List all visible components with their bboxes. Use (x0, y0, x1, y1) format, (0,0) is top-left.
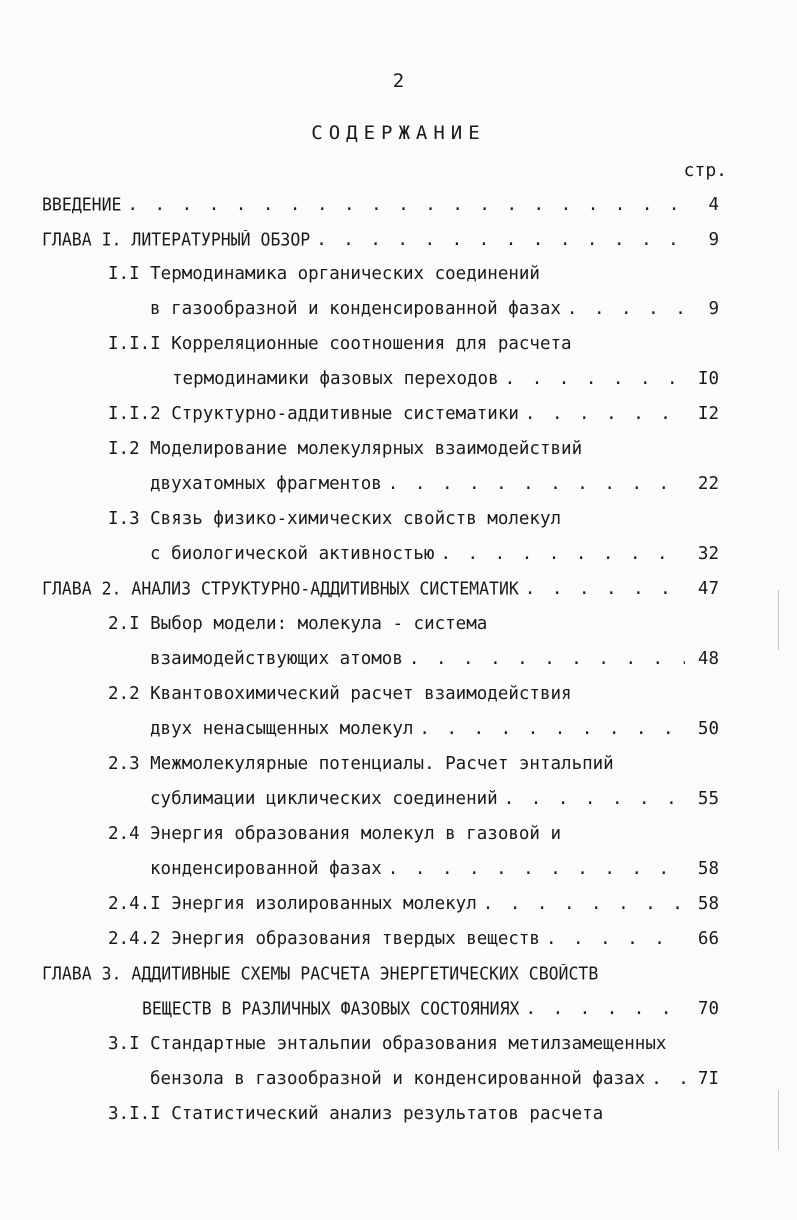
toc-entry-page: 4 (708, 195, 719, 215)
toc-entry-page: 48 (697, 649, 719, 669)
toc-entry-page: 66 (697, 929, 719, 949)
toc-leader-dots (483, 894, 685, 914)
toc-leader-dots (316, 230, 685, 250)
toc-entry-page: 22 (697, 474, 719, 494)
toc-entry-3-1-cont[interactable] (150, 1069, 719, 1095)
toc-entry-text: сублимации циклических соединений (150, 789, 498, 809)
toc-entry-2-1[interactable] (108, 614, 719, 640)
toc-entry-2-2-cont[interactable] (150, 719, 719, 745)
toc-entry-2-3[interactable] (108, 754, 719, 780)
toc-entry-1-2-cont[interactable] (150, 474, 719, 500)
toc-entry-2-4[interactable] (108, 824, 719, 850)
toc-entry-text: I.I.2 Структурно-аддитивные систематики (108, 404, 519, 424)
toc-entry-text: 2.4.I Энергия изолированных молекул (108, 894, 477, 914)
toc-entry-text: ВЕЩЕСТВ В РАЗЛИЧНЫХ ФАЗОВЫХ СОСТОЯНИЯХ (142, 999, 520, 1019)
toc-entry-page: 50 (697, 719, 719, 739)
page-column-label: стр. (683, 160, 727, 181)
toc-entry-1-1-1-cont[interactable] (172, 369, 719, 395)
toc-entry-chapter-2[interactable] (42, 579, 719, 605)
toc-entry-page: 47 (697, 579, 719, 599)
page-number: 2 (392, 70, 405, 92)
toc-entry-chapter-3-cont[interactable] (142, 999, 719, 1025)
toc-entry-page: 55 (697, 789, 719, 809)
toc-entry-3-1-1[interactable] (108, 1104, 719, 1130)
toc-entry-page: 70 (697, 999, 719, 1019)
toc-entry-chapter-3[interactable] (42, 964, 719, 990)
toc-entry-1-1-2[interactable] (108, 404, 719, 430)
toc-entry-1-1-1[interactable] (108, 334, 719, 360)
toc-leader-dots (388, 859, 685, 879)
toc-entry-text: с биологической активностью (150, 544, 435, 564)
toc-entry-page: 32 (697, 544, 719, 564)
toc-leader-dots (567, 299, 685, 319)
toc-leader-dots (388, 474, 685, 494)
toc-entry-text: 2.4 Энергия образования молекул в газовой и (108, 824, 562, 844)
toc-leader-dots (526, 999, 686, 1019)
toc-entry-text: 3.I.I Статистический анализ результатов расчета (108, 1104, 604, 1124)
toc-entry-text: ГЛАВА 2. АНАЛИЗ СТРУКТУРНО-АДДИТИВНЫХ СИСТЕМАТИК (42, 579, 519, 599)
toc-entry-page: I0 (697, 369, 719, 389)
toc-entry-1-1[interactable] (108, 264, 719, 290)
toc-entry-text: двухатомных фрагментов (150, 474, 382, 494)
toc-entry-1-3[interactable] (108, 509, 719, 535)
toc-entry-text: бензола в газообразной и конденсированной фазах (150, 1069, 646, 1089)
toc-entry-text: в газообразной и конденсированной фазах (150, 299, 561, 319)
toc-leader-dots (651, 1069, 685, 1089)
toc-entry-text: 3.I Стандартные энтальпии образования метилзамещенных (108, 1034, 667, 1054)
toc-leader-dots (504, 789, 685, 809)
toc-entry-text: I.I Термодинамика органических соединений (108, 264, 540, 284)
toc-leader-dots (525, 579, 685, 599)
toc-entry-2-3-cont[interactable] (150, 789, 719, 815)
toc-entry-page: 9 (708, 299, 719, 319)
toc-leader-dots (419, 719, 685, 739)
toc-entry-page: 58 (697, 859, 719, 879)
toc-entry-text: I.I.I Корреляционные соотношения для расчета (108, 334, 572, 354)
toc-entry-2-4-cont[interactable] (150, 859, 719, 885)
toc-leader-dots (505, 369, 685, 389)
toc-entry-2-4-1[interactable] (108, 894, 719, 920)
toc-entry-text: конденсированной фазах (150, 859, 382, 879)
toc-leader-dots (409, 649, 685, 669)
toc-entry-2-1-cont[interactable] (150, 649, 719, 675)
toc-entry-text: 2.2 Квантовохимический расчет взаимодействия (108, 684, 572, 704)
toc-entry-text: ГЛАВА 3. АДДИТИВНЫЕ СХЕМЫ РАСЧЕТА ЭНЕРГЕТИЧЕСКИХ СВОЙСТВ (42, 964, 599, 984)
toc-entry-2-4-2[interactable] (108, 929, 719, 955)
toc-entry-text: 2.I Выбор модели: молекула - система (108, 614, 488, 634)
toc-entry-text: 2.3 Межмолекулярные потенциалы. Расчет энтальпий (108, 754, 614, 774)
toc-entry-text: взаимодействующих атомов (150, 649, 403, 669)
toc-entry-1-3-cont[interactable] (150, 544, 719, 570)
toc-entry-1-1-cont[interactable] (150, 299, 719, 325)
toc-entry-text: I.2 Моделирование молекулярных взаимодействий (108, 439, 583, 459)
toc-entry-page: 9 (708, 230, 719, 250)
toc-entry-page: 58 (697, 894, 719, 914)
toc-entry-text: ВВЕДЕНИЕ (42, 195, 122, 215)
toc-entry-introduction[interactable] (42, 195, 719, 221)
toc-entry-3-1[interactable] (108, 1034, 719, 1060)
toc-entry-1-2[interactable] (108, 439, 719, 465)
toc-leader-dots (525, 404, 685, 424)
toc-title: СОДЕРЖАНИЕ (311, 122, 486, 144)
toc-entry-text: 2.4.2 Энергия образования твердых веществ (108, 929, 540, 949)
scan-margin-mark (778, 1090, 779, 1150)
toc-entry-text: ГЛАВА I. ЛИТЕРАТУРНЫЙ ОБЗОР (42, 230, 311, 250)
toc-entry-2-2[interactable] (108, 684, 719, 710)
scan-margin-mark (778, 590, 779, 650)
toc-leader-dots (546, 929, 685, 949)
toc-entry-chapter-1[interactable] (42, 230, 719, 256)
toc-entry-page: I2 (697, 404, 719, 424)
toc-entry-text: термодинамики фазовых переходов (172, 369, 499, 389)
toc-entry-text: двух ненасыщенных молекул (150, 719, 414, 739)
toc-entry-text: I.3 Связь физико-химических свойств молекул (108, 509, 562, 529)
toc-entry-page: 7I (697, 1069, 719, 1089)
toc-leader-dots (440, 544, 685, 564)
toc-leader-dots (127, 195, 685, 215)
